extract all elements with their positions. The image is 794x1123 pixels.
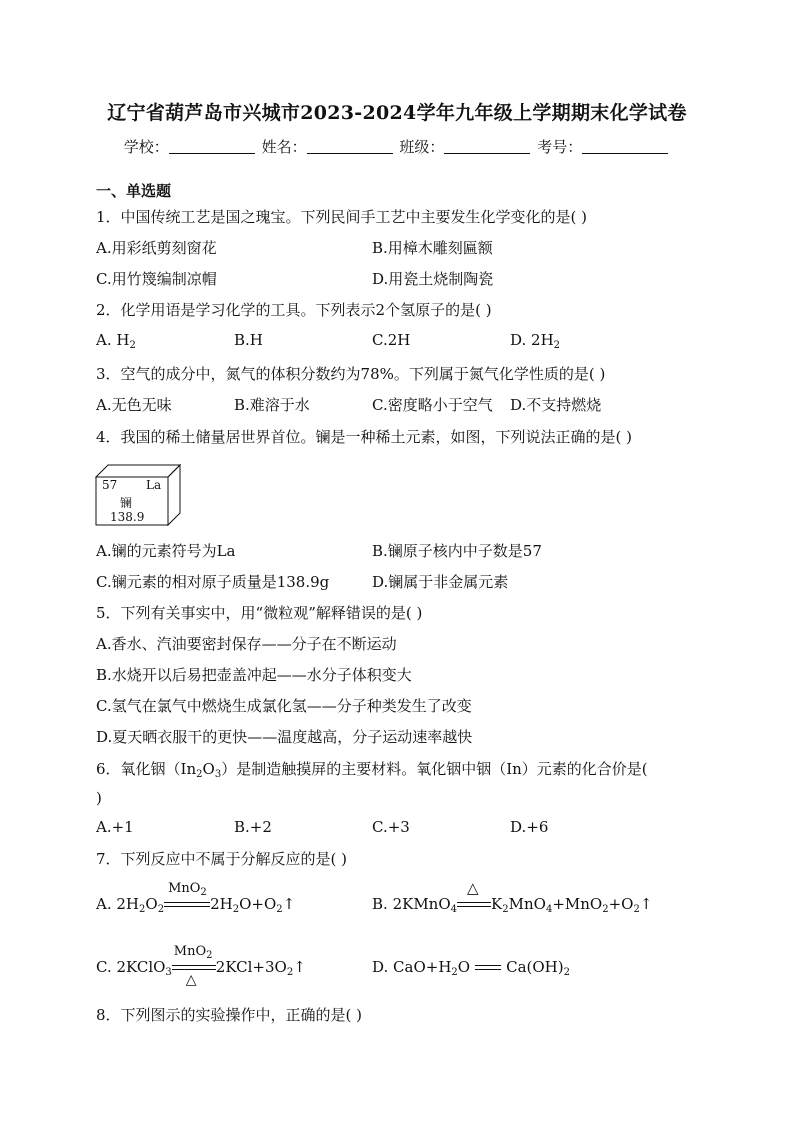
reaction-b-heat-symbol: △	[467, 879, 479, 897]
question-5-option-b[interactable]: B.水烧开以后易把壶盖冲起——水分子体积变大	[96, 666, 412, 684]
question-3-option-d[interactable]: D.不支持燃烧	[510, 396, 602, 414]
question-7-option-d[interactable]: D. $CaO+H_2O$ $Ca(OH)_2$	[372, 958, 570, 978]
question-4-option-a[interactable]: A.镧的元素符号为La	[96, 542, 236, 560]
question-3-option-b[interactable]: B.难溶于水	[234, 396, 310, 414]
school-blank[interactable]	[169, 139, 255, 154]
exam-number-label: 考号：	[537, 138, 583, 156]
class-blank[interactable]	[444, 139, 530, 154]
question-6-option-b[interactable]: B.+2	[234, 818, 272, 836]
question-5-stem: 5．下列有关事实中，用“微粒观”解释错误的是( )	[96, 604, 423, 622]
question-6-option-c[interactable]: C.+3	[372, 818, 410, 836]
question-1-option-a[interactable]: A.用彩纸剪刻窗花	[96, 239, 217, 257]
question-6-stem-tail: )	[96, 789, 102, 807]
question-1-option-c[interactable]: C.用竹篾编制凉帽	[96, 270, 217, 288]
question-1-option-b[interactable]: B.用樟木雕刻匾额	[372, 239, 493, 257]
question-7-option-b[interactable]: B. 2KMnO$_4$ △ $K_2MnO_4+MnO_2+O_2↑$	[372, 879, 653, 915]
element-atomic-mass: 138.9	[110, 510, 145, 524]
student-info-line	[0, 136, 794, 157]
reaction-a-catalyst: MnO$_2$	[168, 881, 207, 898]
question-1-option-d[interactable]: D.用瓷土烧制陶瓷	[372, 270, 494, 288]
exam-title: 辽宁省葫芦岛市兴城市2023-2024学年九年级上学期期末化学试卷	[107, 102, 687, 124]
question-2-option-a[interactable]: A. $H_2$	[96, 331, 136, 351]
question-2-option-d[interactable]: D. $2H_2$	[510, 331, 561, 351]
question-5-option-a[interactable]: A.香水、汽油要密封保存——分子在不断运动	[96, 635, 397, 653]
reaction-b-equals-sign	[457, 879, 491, 912]
question-2-option-c[interactable]: C.2H	[372, 331, 411, 349]
question-8-stem: 8．下列图示的实验操作中，正确的是( )	[96, 1006, 363, 1024]
question-5-option-c[interactable]: C.氢气在氯气中燃烧生成氯化氢——分子种类发生了改变	[96, 697, 472, 715]
question-6-option-a[interactable]: A.+1	[96, 818, 134, 836]
reaction-c-heat-symbol: △	[185, 972, 197, 988]
element-symbol: La	[146, 478, 162, 492]
question-2-option-b[interactable]: B.H	[234, 331, 263, 349]
reaction-d-equals-sign	[475, 961, 501, 975]
question-4-stem: 4．我国的稀土储量居世界首位。镧是一种稀土元素，如图，下列说法正确的是( )	[96, 428, 633, 446]
question-3-stem: 3．空气的成分中，氮气的体积分数约为78%。下列属于氮气化学性质的是( )	[96, 365, 606, 383]
question-1-stem: 1．中国传统工艺是国之瑰宝。下列民间手工艺中主要发生化学变化的是( )	[96, 208, 588, 226]
question-3-option-c[interactable]: C.密度略小于空气	[372, 396, 493, 414]
question-5-option-d[interactable]: D.夏天晒衣服干的更快——温度越高，分子运动速率越快	[96, 728, 473, 746]
reaction-c-equals-sign	[172, 944, 216, 988]
name-label: 姓名：	[261, 138, 307, 156]
question-6-stem: 6．氧化铟$(In_2O_3)$是制造触摸屏的主要材料。氧化铟中铟（In）元素的化合价是(	[96, 760, 648, 780]
reaction-a-equals-sign	[164, 881, 210, 912]
question-4-option-c[interactable]: C.镧元素的相对原子质量是138.9g	[96, 573, 330, 591]
section-heading: 一、单选题	[96, 182, 172, 200]
question-7-stem: 7．下列反应中不属于分解反应的是( )	[96, 850, 348, 868]
element-card-lanthanum	[96, 463, 180, 526]
question-6-option-d[interactable]: D.+6	[510, 818, 549, 836]
question-4-option-d[interactable]: D.镧属于非金属元素	[372, 573, 509, 591]
question-7-option-c[interactable]: C. 2KClO$_3$ MnO$_2$ △ $2KCl+3O_2↑$	[96, 944, 306, 988]
question-2-stem: 2．化学用语是学习化学的工具。下列表示2个氢原子的是( )	[96, 301, 492, 319]
name-blank[interactable]	[307, 139, 393, 154]
exam-number-blank[interactable]	[582, 139, 668, 154]
reaction-c-catalyst: MnO$_2$	[173, 944, 213, 961]
school-label: 学校：	[123, 138, 169, 156]
element-atomic-number: 57	[102, 478, 118, 492]
question-3-option-a[interactable]: A.无色无味	[96, 396, 172, 414]
element-name: 镧	[120, 496, 133, 510]
question-4-option-b[interactable]: B.镧原子核内中子数是57	[372, 542, 542, 560]
question-7-option-a[interactable]: A. $2H_2O_2$ MnO$_2$ $2H_2O+O_2↑$	[96, 881, 296, 915]
class-label: 班级：	[399, 138, 445, 156]
